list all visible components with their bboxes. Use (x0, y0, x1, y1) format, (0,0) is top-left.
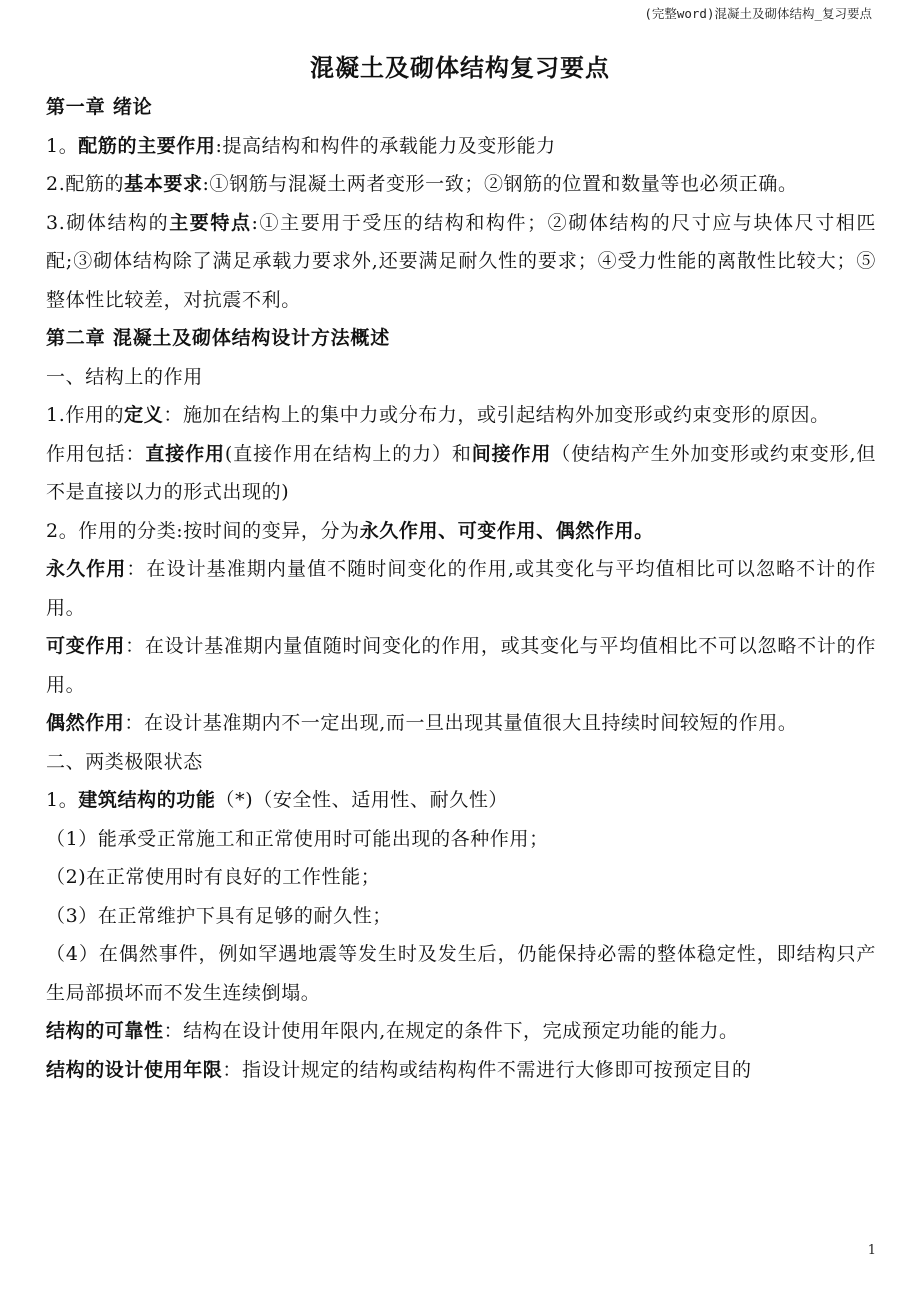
chapter-1-heading: 第一章 绪论 (46, 96, 153, 118)
paragraph-variable-action: 可变作用：在设计基准期内量值随时间变化的作用，或其变化与平均值相比不可以忽略不计的作用。 (46, 635, 876, 696)
section-limit-states-title: 二、两类极限状态 (46, 750, 203, 773)
document-body (46, 88, 876, 1089)
list-item: （1）能承受正常施工和正常使用时可能出现的各种作用； (46, 827, 549, 850)
paragraph-action-classification: 2。作用的分类:按时间的变异，分为永久作用、可变作用、偶然作用。 (46, 519, 654, 542)
running-header: (完整word)混凝土及砌体结构_复习要点 (644, 6, 872, 21)
list-item: （2)在正常使用时有良好的工作性能； (46, 866, 381, 888)
section-actions-title: 一、结构上的作用 (46, 365, 203, 388)
paragraph-reinforcement-requirements: 2.配筋的基本要求:①钢筋与混凝土两者变形一致；②钢筋的位置和数量等也必须正确。 (46, 173, 798, 195)
paragraph-accidental-action: 偶然作用：在设计基准期内不一定出现,而一旦出现其量值很大且持续时间较短的作用。 (46, 712, 798, 734)
chapter-2-heading: 第二章 混凝土及砌体结构设计方法概述 (46, 327, 391, 349)
page-number: 1 (867, 1243, 876, 1258)
paragraph-reliability: 结构的可靠性：结构在设计使用年限内,在规定的条件下，完成预定功能的能力。 (46, 1020, 739, 1042)
document-title: 混凝土及砌体结构复习要点 (310, 54, 610, 82)
paragraph-permanent-action: 永久作用：在设计基准期内量值不随时间变化的作用,或其变化与平均值相比可以忽略不计的作用。 (46, 558, 876, 619)
paragraph-reinforcement-function: 1。配筋的主要作用:提高结构和构件的承载能力及变形能力 (46, 134, 556, 157)
paragraph-masonry-features: 3.砌体结构的主要特点:①主要用于受压的结构和构件；②砌体结构的尺寸应与块体尺寸相匹配;③砌体结构除了满足承载力要求外,还要满足耐久性的要求；④受力性能的离散性比较大；⑤整体性比较差，对抗震不利。 (46, 211, 876, 311)
list-item: （4）在偶然事件，例如罕遇地震等发生时及发生后，仍能保持必需的整体稳定性，即结构只产生局部损坏而不发生连续倒塌。 (46, 943, 876, 1004)
paragraph-action-definition: 1.作用的定义：施加在结构上的集中力或分布力，或引起结构外加变形或约束变形的原因。 (46, 404, 830, 426)
list-item: （3）在正常维护下具有足够的耐久性； (46, 904, 392, 927)
paragraph-design-service-life: 结构的设计使用年限：指设计规定的结构或结构构件不需进行大修即可按预定目的 (46, 1058, 752, 1081)
paragraph-structure-functions: 1。建筑结构的功能（*)（安全性、适用性、耐久性） (46, 789, 509, 811)
paragraph-action-types: 作用包括：直接作用(直接作用在结构上的力）和间接作用（使结构产生外加变形或约束变形,但不是直接以力的形式出现的) (46, 442, 876, 503)
